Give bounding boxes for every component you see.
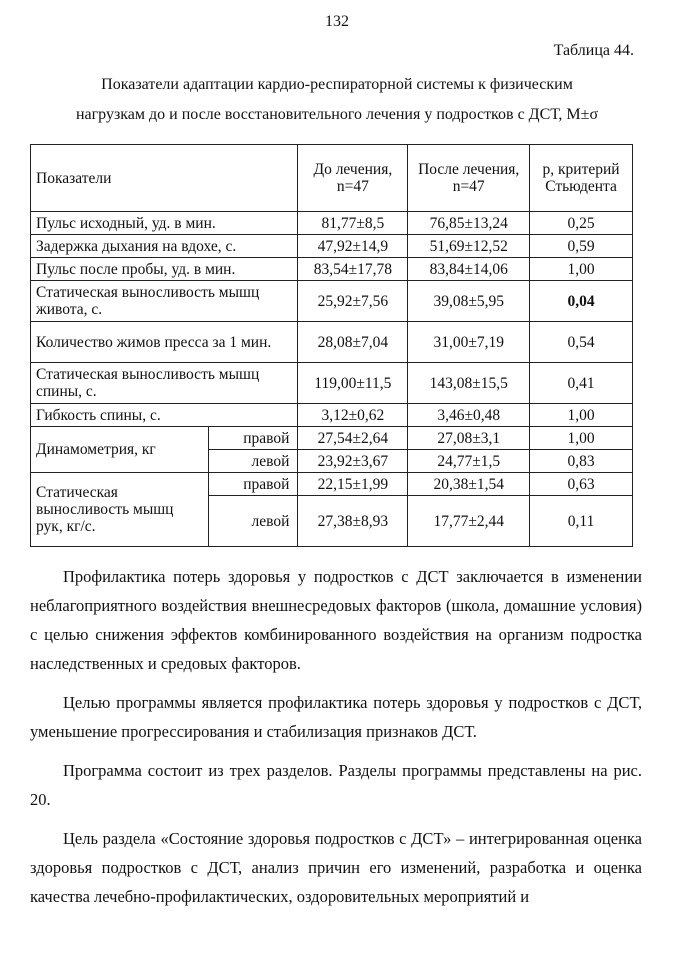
value-before: 23,92±3,67 <box>298 450 408 473</box>
row-label: Гибкость спины, с. <box>31 404 298 427</box>
value-after: 20,38±1,54 <box>408 473 530 496</box>
value-after: 3,46±0,48 <box>408 404 530 427</box>
table-row <box>31 404 633 427</box>
value-after: 24,77±1,5 <box>408 450 530 473</box>
value-after: 17,77±2,44 <box>408 496 530 547</box>
value-p: 0,25 <box>530 212 633 235</box>
table-row <box>31 473 633 496</box>
table-row <box>31 322 633 363</box>
table-title-line-1: Показатели адаптации кардио-респираторной системы к физическим <box>101 76 573 93</box>
value-after: 27,08±3,1 <box>408 427 530 450</box>
table-title <box>30 70 644 130</box>
value-p: 0,59 <box>530 235 633 258</box>
value-before: 3,12±0,62 <box>298 404 408 427</box>
sublabel-right: правой <box>208 473 298 496</box>
table-row <box>31 363 633 404</box>
table-row <box>31 281 633 322</box>
page-number: 132 <box>325 13 349 30</box>
value-before: 25,92±7,56 <box>298 281 408 322</box>
value-after: 39,08±5,95 <box>408 281 530 322</box>
row-label: Статическая выносливость мышц рук, кг/с. <box>31 473 209 547</box>
table-row <box>31 427 633 450</box>
value-p: 0,54 <box>530 322 633 363</box>
value-before: 27,54±2,64 <box>298 427 408 450</box>
value-before: 28,08±7,04 <box>298 322 408 363</box>
table-header-row <box>31 145 633 212</box>
value-after: 76,85±13,24 <box>408 212 530 235</box>
header-indicators: Показатели <box>31 145 298 212</box>
value-before: 81,77±8,5 <box>298 212 408 235</box>
table-row <box>31 235 633 258</box>
value-p: 1,00 <box>530 427 633 450</box>
value-p-significant: 0,04 <box>530 281 633 322</box>
paragraph: Профилактика потерь здоровья у подростков с ДСТ заключается в изменении неблагоприятного воздействия внешнесредовых факторов (школа, домашние условия) с целью снижения эффектов комбинированного воздействия на организм подростка наследственных и средовых факторов. <box>30 567 642 673</box>
value-after: 143,08±15,5 <box>408 363 530 404</box>
value-before: 119,00±11,5 <box>298 363 408 404</box>
row-label: Задержка дыхания на вдохе, с. <box>31 235 298 258</box>
value-before: 22,15±1,99 <box>298 473 408 496</box>
paragraph: Цель раздела «Состояние здоровья подростков с ДСТ» – интегрированная оценка здоровья подростков с ДСТ, анализ причин его изменений, разработка и оценка качества лечебно-профилактических, оздоровительных мероприятий и <box>30 829 642 906</box>
sublabel-left: левой <box>208 496 298 547</box>
results-table <box>30 144 633 547</box>
row-label: Пульс исходный, уд. в мин. <box>31 212 298 235</box>
header-before: До лечения, n=47 <box>298 145 408 212</box>
value-p: 0,11 <box>530 496 633 547</box>
value-after: 51,69±12,52 <box>408 235 530 258</box>
table-row <box>31 212 633 235</box>
sublabel-left: левой <box>208 450 298 473</box>
header-after: После лечения, n=47 <box>408 145 530 212</box>
table-title-line-2: нагрузкам до и после восстановительного лечения у подростков с ДСТ, M±σ <box>75 106 599 123</box>
paragraph: Целью программы является профилактика потерь здоровья у подростков с ДСТ, уменьшение прогрессирования и стабилизация признаков ДСТ. <box>30 693 642 741</box>
row-label: Динамометрия, кг <box>31 427 209 473</box>
value-p: 1,00 <box>530 258 633 281</box>
row-label: Статическая выносливость мышц спины, с. <box>31 363 298 404</box>
row-label: Статическая выносливость мышц живота, с. <box>31 281 298 322</box>
table-caption: Таблица 44. <box>553 42 634 59</box>
row-label: Пульс после пробы, уд. в мин. <box>31 258 298 281</box>
body-text <box>30 562 642 921</box>
header-p-value: p, критерий Стьюдента <box>530 145 633 212</box>
value-p: 0,63 <box>530 473 633 496</box>
value-p: 0,83 <box>530 450 633 473</box>
row-label: Количество жимов пресса за 1 мин. <box>31 322 298 363</box>
value-before: 27,38±8,93 <box>298 496 408 547</box>
paragraph: Программа состоит из трех разделов. Разделы программы представлены на рис. 20. <box>30 761 642 809</box>
value-before: 47,92±14,9 <box>298 235 408 258</box>
value-after: 83,84±14,06 <box>408 258 530 281</box>
value-p: 0,41 <box>530 363 633 404</box>
value-before: 83,54±17,78 <box>298 258 408 281</box>
sublabel-right: правой <box>208 427 298 450</box>
value-p: 1,00 <box>530 404 633 427</box>
value-after: 31,00±7,19 <box>408 322 530 363</box>
table-row <box>31 258 633 281</box>
